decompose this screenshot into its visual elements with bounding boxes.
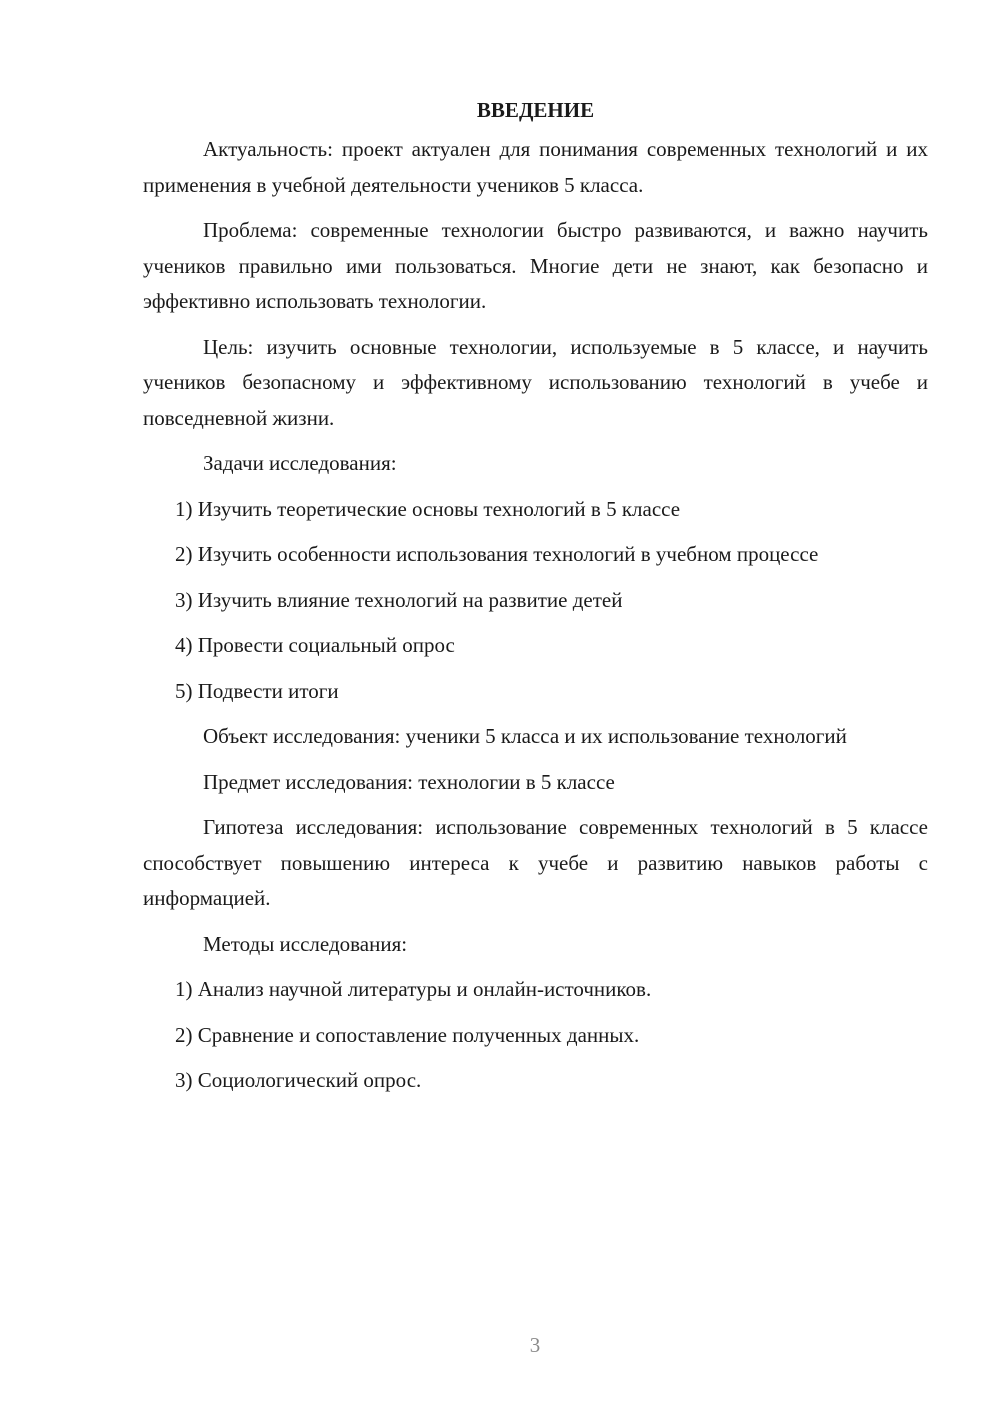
paragraph-object: Объект исследования: ученики 5 класса и их использование технологий [203,724,847,748]
section-title: ВВЕДЕНИЕ [476,98,595,122]
paragraph-hypothesis: Гипотеза исследования: использование современных технологий в 5 классе способствует повышению интереса к учебе и развитию навыков работы с информацией. [143,815,928,910]
paragraph-methods-heading: Методы исследования: [203,931,408,956]
page-number: 3 [529,1333,541,1357]
task-item: 3) Изучить влияние технологий на развитие детей [175,587,623,612]
method-item: 1) Анализ научной литературы и онлайн-источников. [175,977,652,1001]
paragraph-tasks-heading: Задачи исследования: [203,451,397,475]
task-item: 4) Провести социальный опрос [175,633,455,657]
task-item: 5) Подвести итоги [175,678,339,703]
task-item: 2) Изучить особенности использования технологий в учебном процессе [175,542,819,566]
paragraph-goal: Цель: изучить основные технологии, используемые в 5 классе, и научить учеников безопасному и эффективному использованию технологий в учебе и повседневной жизни. [143,334,928,430]
paragraph-relevance: Актуальность: проект актуален для понимания современных технологий и их применения в учебной деятельности учеников 5 класса. [143,137,928,197]
paragraph-subject: Предмет исследования: технологии в 5 классе [203,769,615,794]
document-content [143,96,928,1109]
task-item: 1) Изучить теоретические основы технологий в 5 классе [175,496,681,521]
method-item: 2) Сравнение и сопоставление полученных данных. [175,1022,640,1047]
paragraph-problem: Проблема: современные технологии быстро развиваются, и важно научить учеников правильно ими пользоваться. Многие дети не знают, как безопасно и эффективно использовать технологии. [143,218,928,313]
method-item: 3) Социологический опрос. [175,1068,422,1092]
